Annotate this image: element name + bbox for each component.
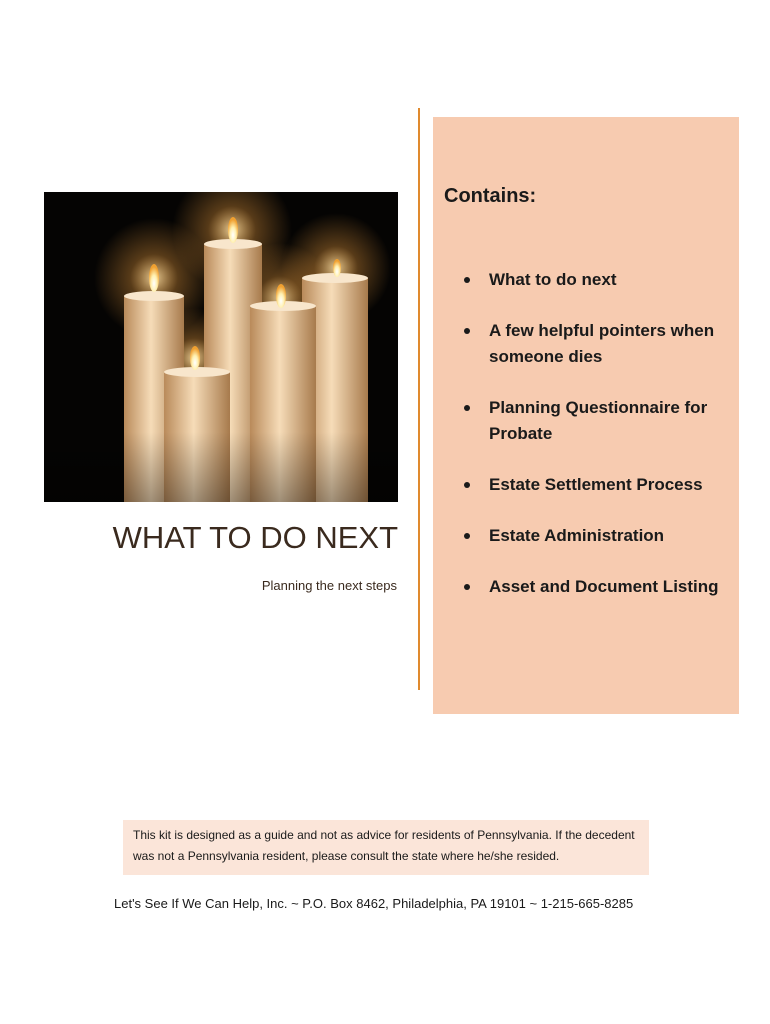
list-item-label: Estate Administration [489,526,665,545]
list-item [433,395,739,447]
bullet-icon [464,277,470,283]
list-item [433,318,739,370]
contents-panel [433,117,739,714]
bullet-icon [464,482,470,488]
bullet-icon [464,584,470,590]
disclaimer-box [123,820,649,875]
contents-heading: Contains: [444,185,537,207]
list-item [433,574,739,600]
cover-title: WHAT TO DO NEXT [112,520,398,555]
candles-image [44,192,398,502]
contents-list [433,267,739,625]
list-item-label: What to do next [489,270,617,289]
bullet-icon [464,533,470,539]
list-item-label: A few helpful pointers when someone dies [489,321,715,366]
footer-contact: Let's See If We Can Help, Inc. ~ P.O. Box 8462, Philadelphia, PA 19101 ~ 1-215-665-8285 [114,896,634,911]
bullet-icon [464,405,470,411]
bullet-icon [464,328,470,334]
vertical-divider [418,108,420,690]
list-item [433,523,739,549]
candles-illustration [44,192,398,502]
list-item [433,267,739,293]
list-item-label: Planning Questionnaire for Probate [489,398,708,443]
list-item-label: Asset and Document Listing [489,577,719,596]
list-item-label: Estate Settlement Process [489,475,703,494]
list-item [433,472,739,498]
disclaimer-text: This kit is designed as a guide and not as advice for residents of Pennsylvania. If the decedent was not a Pennsylvania resident, please consult the state where he/she resided. [133,828,635,863]
cover-subtitle: Planning the next steps [261,578,397,593]
